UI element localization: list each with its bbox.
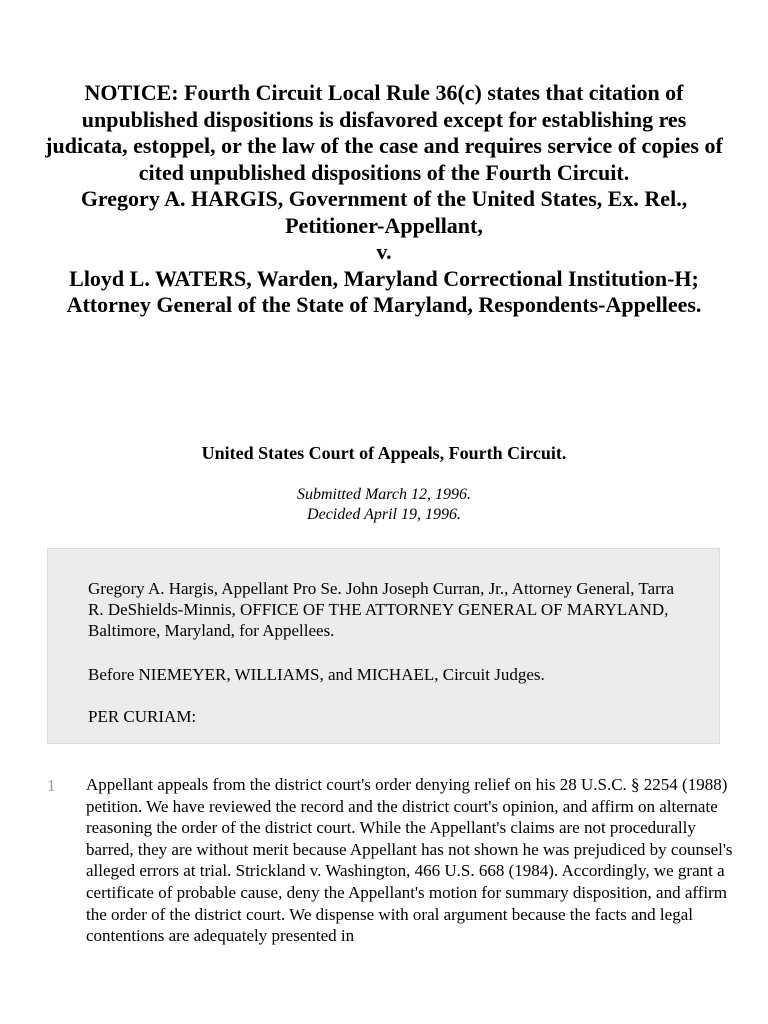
- versus-label: v.: [376, 239, 392, 264]
- court-name: United States Court of Appeals, Fourth Circuit.: [201, 443, 567, 463]
- decided-date: Decided April 19, 1996.: [307, 506, 461, 523]
- notice-text: NOTICE: Fourth Circuit Local Rule 36(c) states that citation of unpublished dispositions is disfavored except for establishing res judicata, estoppel, or the law of the case and requires service of copies of cited unpublished dispositions of the Fourth Circuit.: [45, 80, 723, 185]
- case-dates: [40, 485, 728, 525]
- case-header-box: [47, 548, 720, 744]
- judges-panel: Before NIEMEYER, WILLIAMS, and MICHAEL, Circuit Judges.: [88, 665, 545, 684]
- submitted-date: Submitted March 12, 1996.: [296, 486, 472, 503]
- case-title: [40, 80, 728, 319]
- appellant-party: Gregory A. HARGIS, Government of the United States, Ex. Rel., Petitioner-Appellant,: [80, 186, 688, 238]
- counsel-info: Gregory A. Hargis, Appellant Pro Se. John Joseph Curran, Jr., Attorney General, Tarra R. DeShields-Minnis, OFFICE OF THE ATTORNEY GENERAL OF MARYLAND, Baltimore, Maryland, for Appellees.: [88, 579, 674, 640]
- appellees-party: Lloyd L. WATERS, Warden, Maryland Correctional Institution-H; Attorney General of the State of Maryland, Respondents-Appellees.: [66, 265, 702, 317]
- opinion-paragraph: Appellant appeals from the district court's order denying relief on his 28 U.S.C. § 2254 (1988) petition. We have reviewed the record and the district court's opinion, and affirm on alternate reasoning the order of the district court. While the Appellant's claims are not procedurally barred, they are without merit because Appellant has not shown he was prejudiced by counsel's alleged errors at trial. Strickland v. Washington, 466 U.S. 668 (1984). Accordingly, we grant a certificate of probable cause, deny the Appellant's motion for summary disposition, and affirm the order of the district court. We dispense with oral argument because the facts and legal contentions are adequately presented in: [86, 775, 733, 946]
- paragraph-number: 1: [47, 776, 56, 795]
- per-curiam-label: PER CURIAM:: [88, 707, 197, 726]
